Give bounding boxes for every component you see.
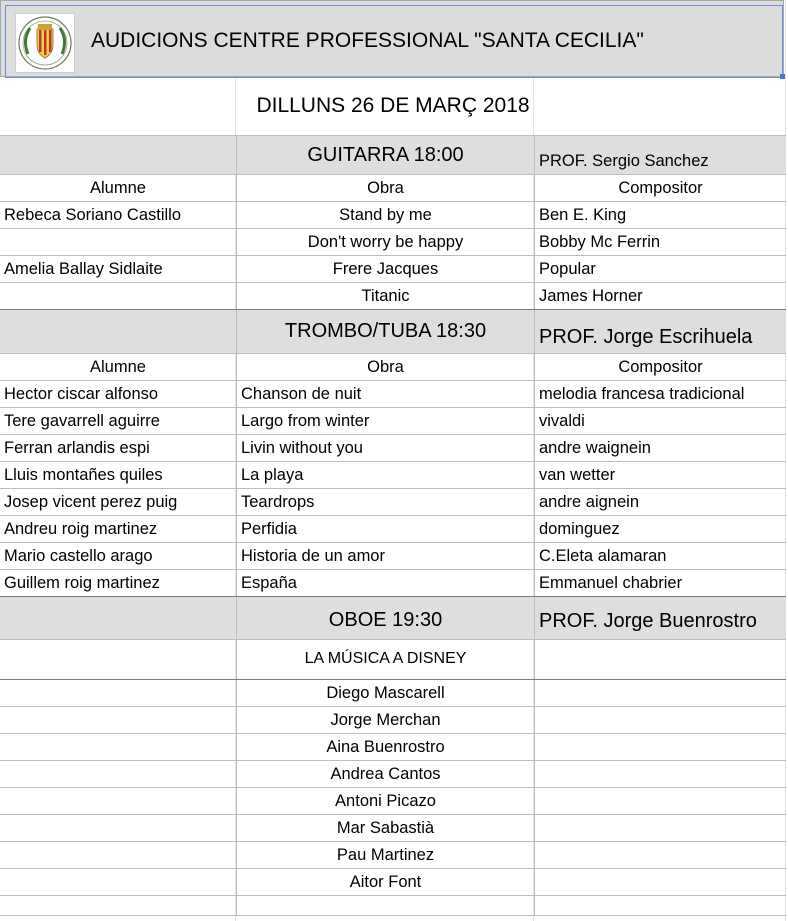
table-row[interactable] <box>0 229 786 256</box>
empty-cell <box>534 788 786 814</box>
table-row[interactable] <box>0 842 786 869</box>
composer-cell: dominguez <box>534 516 786 542</box>
piece-cell: Historia de un amor <box>236 543 534 569</box>
student-cell: Ferran arlandis espi <box>4 438 150 457</box>
table-row[interactable] <box>0 788 786 815</box>
student-cell: Aina Buenrostro <box>236 734 534 760</box>
empty-cell <box>534 896 786 915</box>
empty-cell <box>0 136 236 174</box>
piece-cell: Stand by me <box>236 202 534 228</box>
composer-cell: melodia francesa tradicional <box>534 381 786 407</box>
composer-cell: van wetter <box>534 462 786 488</box>
piece-title: LA MÚSICA A DISNEY <box>236 640 534 679</box>
empty-cell <box>236 896 534 915</box>
section-title: OBOE 19:30 <box>236 597 534 639</box>
empty-cell <box>534 707 786 733</box>
piece-cell: Chanson de nuit <box>236 381 534 407</box>
table-row[interactable] <box>0 408 786 435</box>
table-row[interactable] <box>0 256 786 283</box>
student-cell: Guillem roig martinez <box>4 573 160 592</box>
composer-cell: vivaldi <box>534 408 786 434</box>
table-row[interactable] <box>0 896 786 916</box>
piece-cell: Largo from winter <box>236 408 534 434</box>
empty-cell <box>0 761 236 787</box>
table-row[interactable] <box>0 435 786 462</box>
piece-cell: Don't worry be happy <box>236 229 534 255</box>
column-header-obra: Obra <box>236 175 534 201</box>
section-header-trombo[interactable] <box>0 310 786 354</box>
empty-cell <box>0 597 236 639</box>
empty-cell <box>0 815 236 841</box>
empty-cell <box>0 640 236 679</box>
date-cell: DILLUNS 26 DE MARÇ 2018 <box>256 94 530 117</box>
composer-cell: James Horner <box>534 283 786 309</box>
date-row[interactable] <box>0 77 786 136</box>
column-header-alumne: Alumne <box>90 357 146 376</box>
piece-cell: Teardrops <box>236 489 534 515</box>
empty-cell <box>0 788 236 814</box>
table-row[interactable] <box>0 761 786 788</box>
composer-cell: Ben E. King <box>534 202 786 228</box>
section-title: GUITARRA 18:00 <box>236 136 534 174</box>
section-teacher: PROF. Sergio Sanchez <box>534 136 786 174</box>
table-row[interactable] <box>0 734 786 761</box>
empty-cell <box>534 680 786 706</box>
student-cell: Aitor Font <box>236 869 534 895</box>
column-header-row[interactable] <box>0 175 786 202</box>
student-cell: Hector ciscar alfonso <box>4 384 159 403</box>
table-row[interactable] <box>0 815 786 842</box>
empty-cell <box>0 707 236 733</box>
student-cell <box>0 283 236 309</box>
table-row[interactable] <box>0 489 786 516</box>
table-row[interactable] <box>0 680 786 707</box>
composer-cell: Bobby Mc Ferrin <box>534 229 786 255</box>
empty-cell <box>0 842 236 868</box>
section-header-oboe[interactable] <box>0 597 786 640</box>
selection-outline <box>5 5 783 78</box>
empty-cell <box>0 896 236 915</box>
student-cell: Jorge Merchan <box>236 707 534 733</box>
piece-cell: Livin without you <box>236 435 534 461</box>
empty-cell <box>534 734 786 760</box>
student-cell: Andrea Cantos <box>236 761 534 787</box>
column-header-alumne: Alumne <box>90 178 146 197</box>
empty-cell <box>0 734 236 760</box>
table-row[interactable] <box>0 543 786 570</box>
student-cell: Andreu roig martinez <box>4 519 158 538</box>
student-cell: Pau Martinez <box>236 842 534 868</box>
title-cell[interactable] <box>0 0 784 77</box>
empty-cell <box>534 815 786 841</box>
empty-cell <box>0 310 236 353</box>
table-row[interactable] <box>0 570 786 597</box>
student-cell: Amelia Ballay Sidlaite <box>4 259 163 278</box>
section-header-guitarra[interactable] <box>0 136 786 175</box>
empty-cell <box>534 640 786 679</box>
composer-cell: Emmanuel chabrier <box>534 570 786 596</box>
table-row[interactable] <box>0 283 786 310</box>
section-teacher: PROF. Jorge Escrihuela <box>534 310 786 353</box>
column-header-row[interactable] <box>0 354 786 381</box>
section-teacher: PROF. Jorge Buenrostro <box>534 597 786 639</box>
student-cell: Josep vicent perez puig <box>4 492 178 511</box>
student-cell: Tere gavarrell aguirre <box>4 411 160 430</box>
table-row[interactable] <box>0 707 786 734</box>
page-title: AUDICIONS CENTRE PROFESSIONAL "SANTA CECILIA" <box>91 29 644 52</box>
column-header-compositor: Compositor <box>534 175 786 201</box>
student-cell: Antoni Picazo <box>236 788 534 814</box>
composer-cell: andre aignein <box>534 489 786 515</box>
table-row[interactable] <box>0 202 786 229</box>
empty-cell <box>534 869 786 895</box>
piece-cell: España <box>236 570 534 596</box>
student-cell: Rebeca Soriano Castillo <box>4 205 182 224</box>
table-row[interactable] <box>0 869 786 896</box>
table-row[interactable] <box>0 516 786 543</box>
table-row[interactable] <box>0 462 786 489</box>
table-row[interactable] <box>0 381 786 408</box>
student-cell: Lluis montañes quiles <box>4 465 163 484</box>
column-header-obra: Obra <box>236 354 534 380</box>
column-header-compositor: Compositor <box>534 354 786 380</box>
section-title: TROMBO/TUBA 18:30 <box>236 310 534 353</box>
empty-cell <box>534 761 786 787</box>
composer-cell: Popular <box>534 256 786 282</box>
empty-cell <box>0 680 236 706</box>
piece-cell: Titanic <box>236 283 534 309</box>
piece-title-row[interactable] <box>0 640 786 680</box>
piece-cell: Frere Jacques <box>236 256 534 282</box>
empty-cell <box>534 842 786 868</box>
composer-cell: C.Eleta alamaran <box>534 543 786 569</box>
composer-cell: andre waignein <box>534 435 786 461</box>
student-cell: Mar Sabastià <box>236 815 534 841</box>
student-cell <box>0 229 236 255</box>
piece-cell: La playa <box>236 462 534 488</box>
empty-cell <box>0 869 236 895</box>
student-cell: Mario castello arago <box>4 546 153 565</box>
piece-cell: Perfidia <box>236 516 534 542</box>
student-cell: Diego Mascarell <box>236 680 534 706</box>
